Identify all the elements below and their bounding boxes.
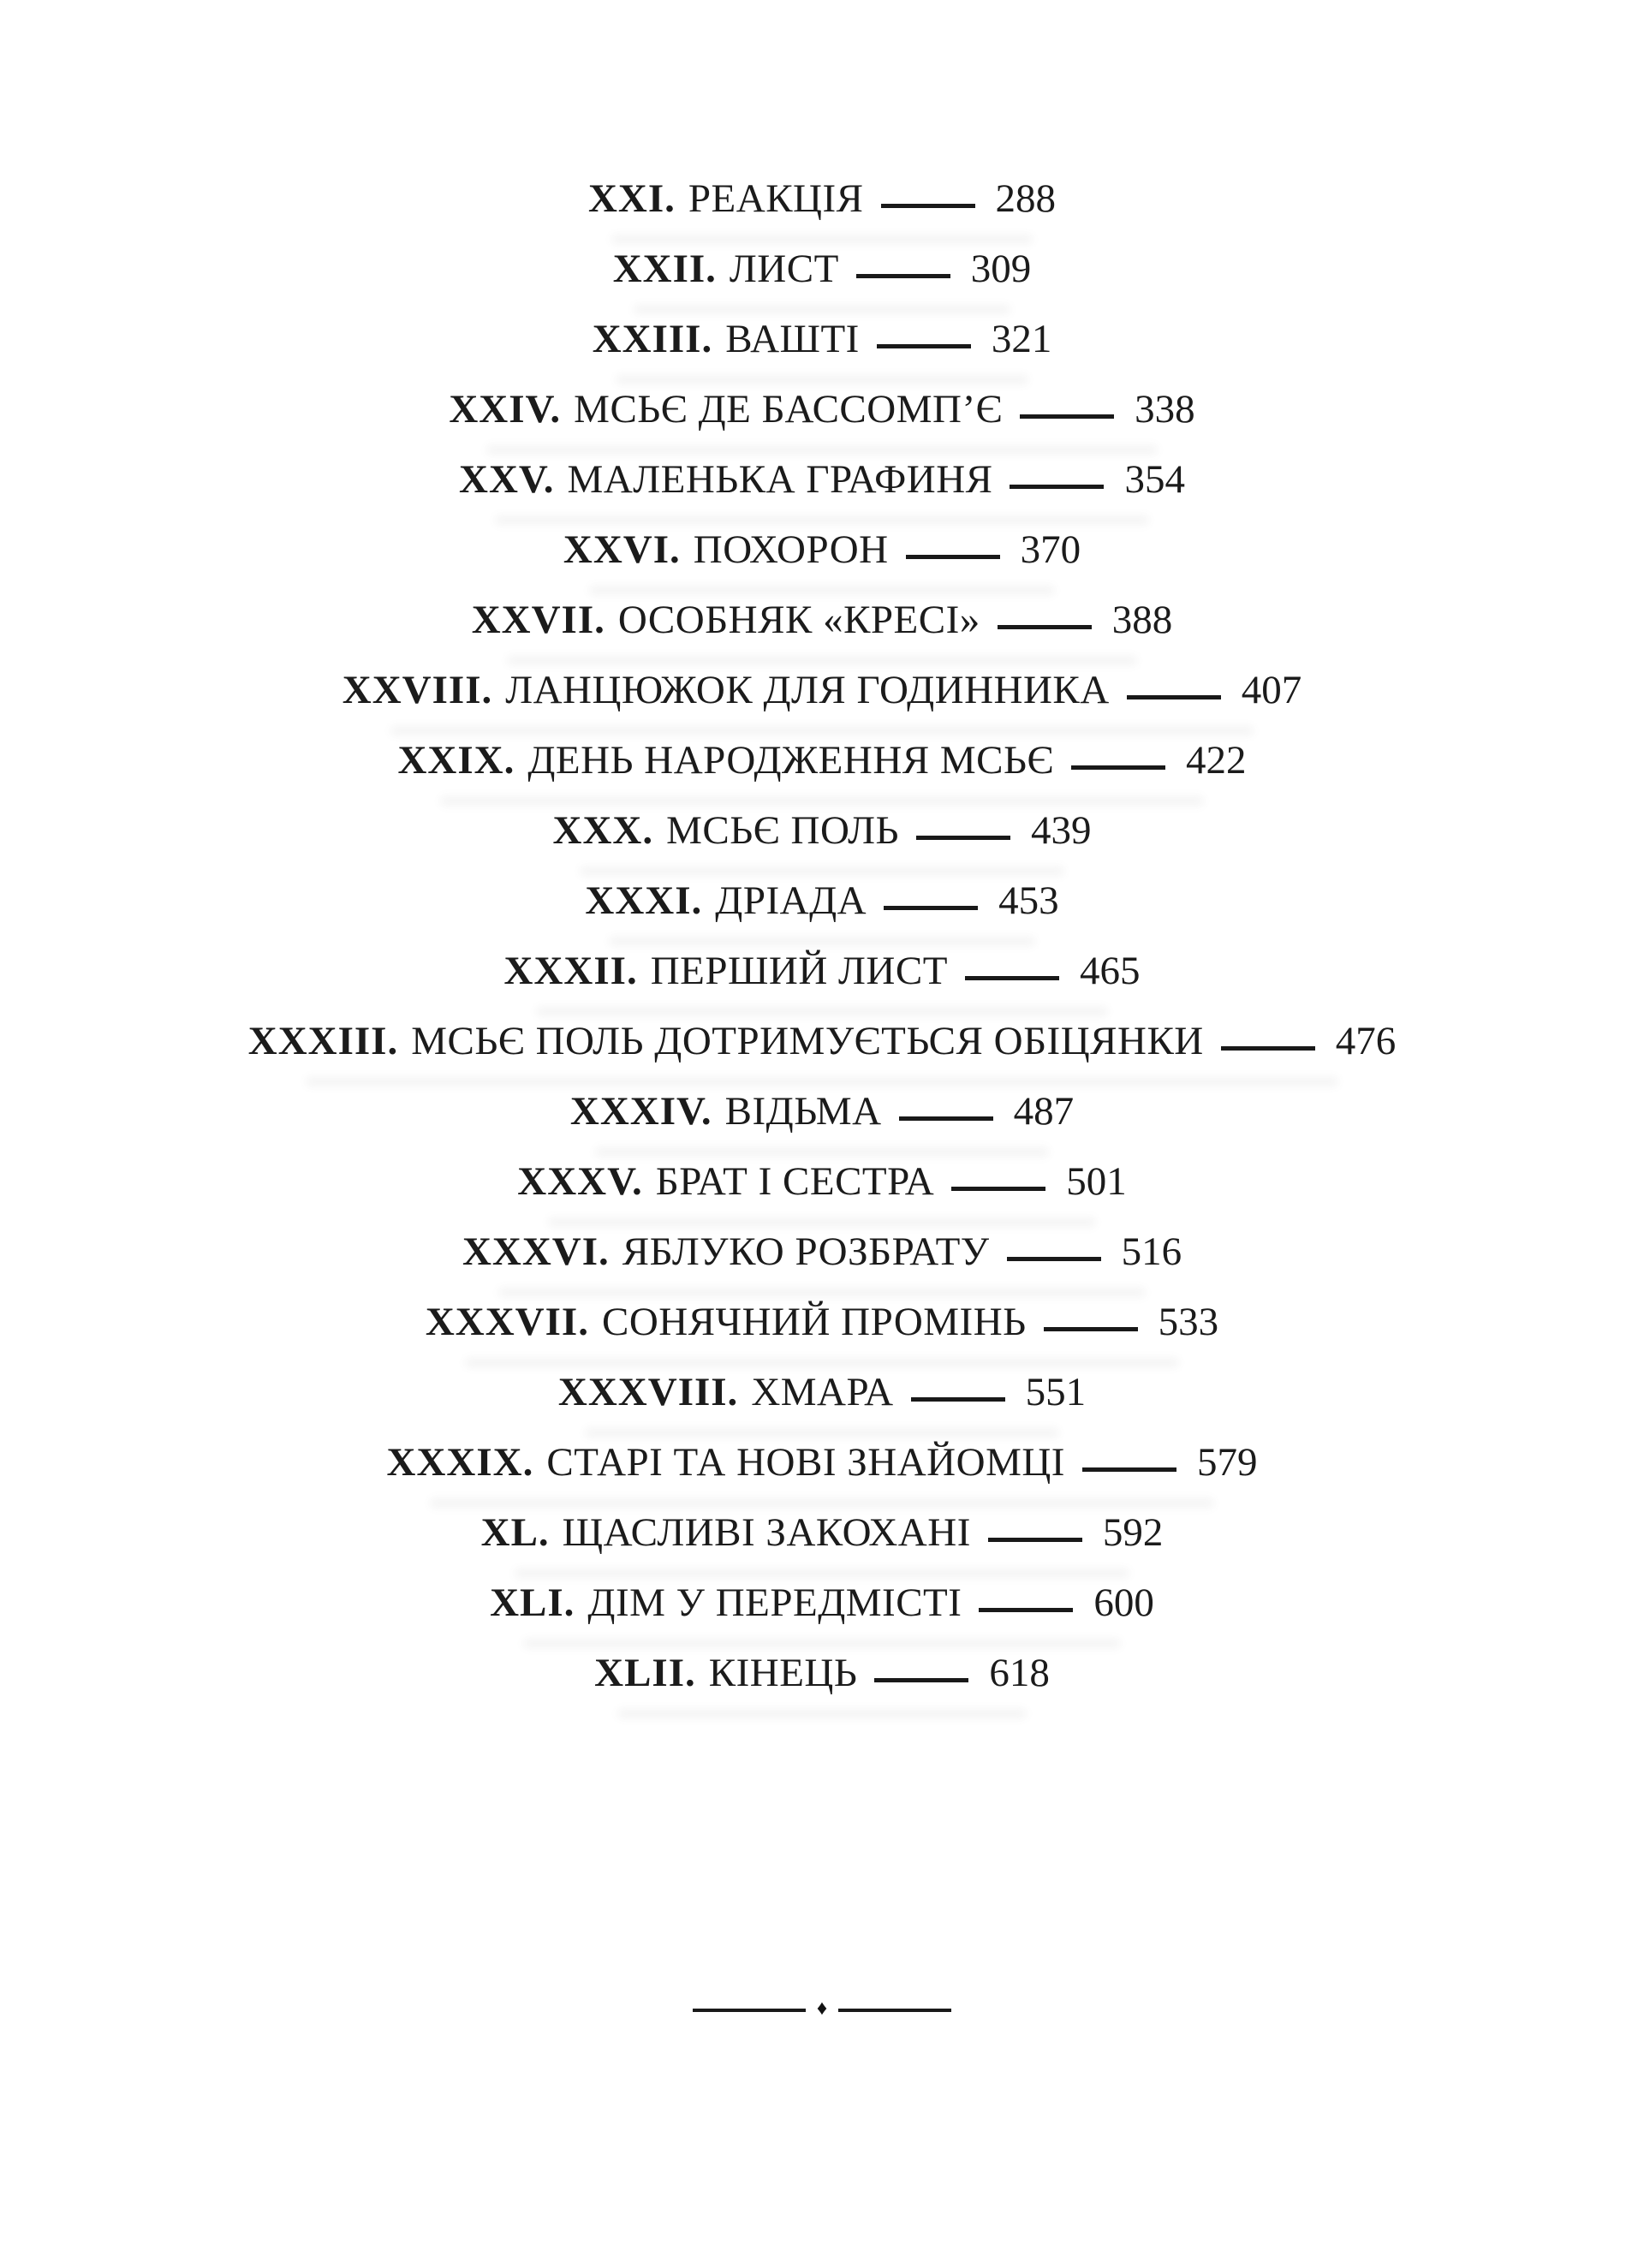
chapter-page-number: 501 (1066, 1159, 1127, 1204)
leader-rule (1082, 1467, 1176, 1472)
chapter-page-number: 487 (1013, 1089, 1075, 1134)
chapter-numeral: XXIV. (449, 387, 562, 432)
toc-row (0, 1577, 1644, 1647)
chapter-page-number: 600 (1093, 1580, 1154, 1625)
leader-rule (1010, 485, 1104, 489)
toc-row-inner (248, 1018, 1396, 1064)
leader-rule (965, 976, 1059, 980)
chapter-numeral: XXIX. (397, 738, 515, 783)
chapter-page-number: 579 (1196, 1440, 1258, 1485)
toc-row-inner (426, 1299, 1218, 1345)
chapter-numeral: XXXVI. (462, 1229, 610, 1274)
chapter-numeral: XXXV. (517, 1159, 643, 1204)
leader-rule (951, 1187, 1045, 1191)
toc-row-inner (570, 1088, 1074, 1134)
toc-row (0, 313, 1644, 384)
toc-row-inner (459, 456, 1185, 503)
toc-row-inner (472, 597, 1173, 643)
chapter-title: СОНЯЧНИЙ ПРОМІНЬ (601, 1300, 1027, 1344)
chapter-page-number: 439 (1030, 808, 1092, 853)
toc-row-inner (588, 176, 1056, 222)
chapter-numeral: XL. (480, 1510, 550, 1555)
leader-rule (1007, 1257, 1101, 1261)
toc-row (0, 524, 1644, 594)
chapter-numeral: XXIII. (592, 317, 713, 361)
chapter-title: ЩАСЛИВІ ЗАКОХАНІ (562, 1510, 971, 1555)
chapter-numeral: XXII. (612, 247, 717, 291)
leader-rule (877, 344, 971, 348)
chapter-page-number: 370 (1020, 527, 1081, 572)
chapter-page-number: 354 (1124, 457, 1185, 502)
leader-rule (906, 555, 1000, 559)
chapter-title: БРАТ І СЕСТРА (655, 1159, 935, 1204)
chapter-title: РЕАКЦІЯ (688, 176, 864, 221)
chapter-page-number: 465 (1079, 949, 1141, 993)
toc-row-inner (490, 1580, 1154, 1626)
chapter-page-number: 476 (1335, 1019, 1397, 1063)
chapter-title: ПОХОРОН (693, 527, 889, 572)
divider-line-left-icon (693, 2009, 806, 2012)
chapter-title: КІНЕЦЬ (708, 1651, 858, 1695)
toc-row (0, 805, 1644, 875)
toc-row (0, 243, 1644, 313)
chapter-title: ДРІАДА (715, 878, 867, 923)
chapter-numeral: XXVI. (563, 527, 681, 572)
chapter-page-number: 388 (1111, 598, 1173, 642)
chapter-page-number: 533 (1158, 1300, 1219, 1344)
toc-row (0, 1647, 1644, 1717)
toc-row-inner (504, 948, 1141, 994)
chapter-page-number: 309 (970, 247, 1032, 291)
toc-row (0, 594, 1644, 664)
leader-rule (856, 274, 950, 278)
toc-row (0, 875, 1644, 945)
chapter-numeral: XXV. (459, 457, 555, 502)
toc-row (0, 1086, 1644, 1156)
toc-row (0, 1437, 1644, 1507)
chapter-page-number: 618 (989, 1651, 1050, 1695)
toc-row (0, 1296, 1644, 1366)
chapter-numeral: XXXI. (585, 878, 703, 923)
chapter-numeral: XXVII. (471, 598, 605, 642)
chapter-title: ЛИСТ (729, 247, 839, 291)
chapter-numeral: XLII. (594, 1651, 696, 1695)
toc-row-inner (481, 1509, 1164, 1556)
toc-row-inner (462, 1229, 1182, 1275)
chapter-title: МСЬЄ ПОЛЬ ДОТРИМУЄТЬСЯ ОБІЦЯНКИ (411, 1019, 1204, 1063)
chapter-page-number: 321 (991, 317, 1052, 361)
toc-list (0, 173, 1644, 1717)
chapter-numeral: XXXIX. (386, 1440, 534, 1485)
toc-row-inner (397, 737, 1246, 783)
chapter-title: ЯБЛУКО РОЗБРАТУ (622, 1229, 990, 1274)
leader-rule (911, 1397, 1005, 1402)
toc-row (0, 384, 1644, 454)
chapter-page-number: 422 (1186, 738, 1247, 783)
toc-row-inner (593, 316, 1052, 362)
chapter-page-number: 288 (995, 176, 1057, 221)
chapter-numeral: XXXIII. (247, 1019, 399, 1063)
chapter-numeral: XXXVII. (425, 1300, 589, 1344)
divider-diamond-icon: ♦ (816, 1997, 828, 2020)
chapter-page-number: 516 (1121, 1229, 1182, 1274)
toc-row-inner (553, 807, 1092, 854)
chapter-title: ПЕРШИЙ ЛИСТ (650, 949, 948, 993)
chapter-title: МСЬЄ ПОЛЬ (666, 808, 899, 853)
leader-rule (881, 204, 975, 208)
toc-row (0, 1015, 1644, 1086)
chapter-page-number: 453 (998, 878, 1059, 923)
toc-row (0, 664, 1644, 735)
toc-row-inner (342, 667, 1302, 713)
toc-row (0, 1507, 1644, 1577)
toc-row-inner (613, 246, 1032, 292)
leader-rule (1044, 1327, 1138, 1331)
toc-row-inner (585, 878, 1058, 924)
leader-rule (899, 1116, 993, 1121)
toc-row (0, 1156, 1644, 1226)
chapter-numeral: XXXVIII. (557, 1370, 739, 1414)
chapter-title: ЛАНЦЮЖОК ДЛЯ ГОДИННИКА (505, 668, 1110, 712)
chapter-title: МАЛЕНЬКА ГРАФИНЯ (567, 457, 993, 502)
toc-row-inner (387, 1439, 1258, 1485)
leader-rule (1071, 765, 1165, 770)
toc-row (0, 1226, 1644, 1296)
toc-row-inner (449, 386, 1194, 432)
chapter-title: ОСОБНЯК «КРЕСІ» (617, 598, 980, 642)
toc-row (0, 945, 1644, 1015)
chapter-numeral: XXVIII. (342, 668, 493, 712)
leader-rule (874, 1678, 968, 1682)
leader-rule (998, 625, 1092, 629)
chapter-page-number: 592 (1102, 1510, 1164, 1555)
leader-rule (916, 836, 1010, 840)
toc-row (0, 173, 1644, 243)
chapter-page-number: 407 (1241, 668, 1302, 712)
leader-rule (988, 1538, 1082, 1542)
chapter-title: СТАРІ ТА НОВІ ЗНАЙОМЦІ (546, 1440, 1065, 1485)
chapter-title: ХМАРА (751, 1370, 894, 1414)
chapter-numeral: XLI. (490, 1580, 575, 1625)
chapter-title: ДІМ У ПЕРЕДМІСТІ (587, 1580, 962, 1625)
toc-row-inner (594, 1650, 1050, 1696)
chapter-title: ДЕНЬ НАРОДЖЕННЯ МСЬЄ (527, 738, 1055, 783)
toc-row (0, 454, 1644, 524)
divider-line-right-icon (838, 2009, 951, 2012)
chapter-title: ВАШТІ (725, 317, 860, 361)
chapter-page-number: 338 (1135, 387, 1195, 432)
toc-row-inner (563, 527, 1081, 573)
toc-row (0, 1366, 1644, 1437)
toc-row (0, 735, 1644, 805)
leader-rule (1020, 414, 1114, 419)
chapter-numeral: XXX. (552, 808, 654, 853)
chapter-numeral: XXXIV. (569, 1089, 712, 1134)
chapter-numeral: XXI. (587, 176, 676, 221)
toc-row-inner (517, 1158, 1126, 1205)
chapter-numeral: XXXII. (503, 949, 638, 993)
section-divider (0, 1997, 1644, 2021)
leader-rule (884, 906, 978, 910)
toc-row-inner (558, 1369, 1086, 1415)
chapter-title: МСЬЄ ДЕ БАССОМП’Є (574, 387, 1004, 432)
leader-rule (1127, 695, 1221, 699)
chapter-page-number: 551 (1025, 1370, 1087, 1414)
leader-rule (1221, 1046, 1315, 1051)
chapter-title: ВІДЬМА (724, 1089, 882, 1134)
leader-rule (979, 1608, 1073, 1612)
